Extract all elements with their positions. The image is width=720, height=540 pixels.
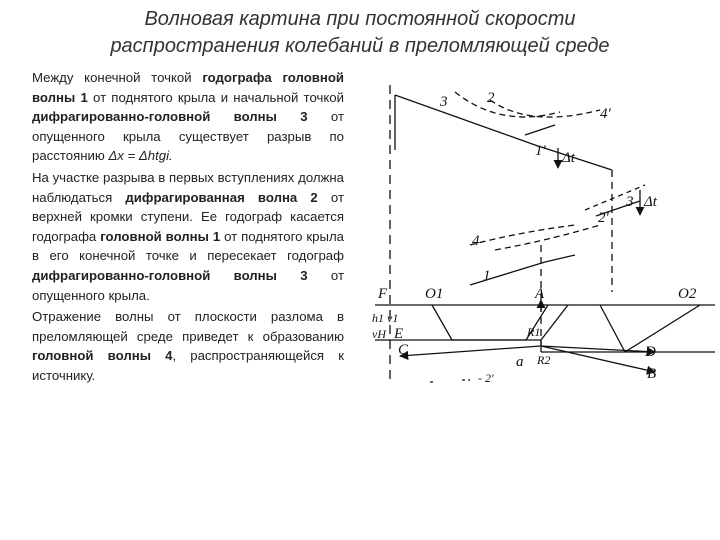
label-wave-1: 1 — [483, 268, 491, 284]
p2-text-1: На участке разрыва в первых вступлениях должна наблюдаться — [32, 169, 344, 205]
label-point-R1: R1 — [527, 325, 541, 339]
wave-diagram-svg — [350, 80, 720, 400]
p3-text-1: Отражение волны от плоскости разлома в преломляющей среде приведет к образованию — [32, 309, 344, 344]
label-point-E: E — [394, 326, 404, 342]
label-point-B: B — [647, 366, 657, 382]
label-dash-2prime: - 2' — [478, 371, 494, 385]
paragraph-2 — [32, 168, 344, 305]
p1-text-1: Между конечной точкой — [32, 70, 203, 85]
label-wave-1prime: 1' — [535, 143, 546, 159]
p1-text-2: от поднятого крыла и начальной точкой — [87, 89, 345, 105]
label-dt-upper: Δt — [562, 150, 575, 166]
p2-bold-1: дифрагированная волна 2 — [125, 189, 318, 205]
label-point-R2: R2 — [537, 353, 551, 367]
label-wave-3-lower: 3 — [626, 194, 634, 210]
label-dt-lower: Δt — [644, 194, 657, 210]
p3-bold-1: головной волны 4 — [32, 348, 173, 364]
traveltime-curve-3-lower — [585, 185, 645, 210]
body-text — [32, 68, 344, 388]
traveltime-curve-4 — [470, 225, 575, 245]
p2-bold-3: дифрагированно-головной волны 3 — [32, 267, 308, 283]
p2-bold-2: головной волны 1 — [100, 228, 221, 244]
label-point-O2: O2 — [678, 286, 697, 302]
p1-formula: Δx = Δhtgi. — [108, 148, 173, 164]
small-tick-2 — [525, 125, 555, 135]
p1-text-3: от опущенного крыла существует разрыв по расстоянию — [32, 109, 344, 164]
label-wave-2: 2 — [487, 90, 495, 106]
label-wave-4prime: 4' — [600, 106, 611, 122]
paragraph-3 — [32, 307, 344, 385]
p3-text-2: , распространяющейся к источнику. — [32, 348, 344, 383]
paragraph-1 — [32, 68, 344, 166]
p2-text-3: от поднятого крыла в его конечной точке и пересекает годограф — [32, 228, 345, 264]
label-point-F: F — [378, 286, 388, 302]
label-wave-2prime: 2' — [598, 210, 609, 226]
label-h1-v1: h1 v1 — [372, 311, 399, 325]
title-line-1: Волновая картина при постоянной скорости — [144, 8, 576, 30]
label-wave-3: 3 — [440, 94, 448, 110]
title-line-2: распространения колебаний в преломляющей среде — [110, 35, 610, 57]
p1-bold-2: дифрагированно-головной волны 3 — [32, 109, 308, 125]
label-point-O1: O1 — [425, 286, 444, 302]
label-point-D: D — [645, 344, 656, 360]
ray-arrow-d — [541, 346, 655, 352]
label-wave-4: 4 — [472, 233, 480, 249]
slide-title — [0, 6, 720, 60]
traveltime-curve-4prime — [490, 100, 600, 117]
traveltime-curve-2 — [495, 225, 600, 250]
p2-text-2: от верхней кромки ступени. Ее годограф касается годографа — [32, 189, 345, 244]
ray-arrow-b — [541, 346, 655, 372]
label-point-a: a — [516, 354, 524, 370]
label-point-A: A — [535, 286, 545, 302]
traveltime-curve-1prime — [395, 95, 612, 170]
dashed-fragment-bottom — [430, 380, 470, 382]
traveltime-curve-3 — [455, 92, 560, 117]
p1-bold-1: годографа головной волны 1 — [32, 70, 344, 105]
label-point-C: C — [398, 342, 409, 358]
wave-diagram — [350, 80, 720, 400]
p2-text-4: от опущенного крыла. — [32, 267, 344, 303]
label-vH: vH — [372, 327, 386, 341]
